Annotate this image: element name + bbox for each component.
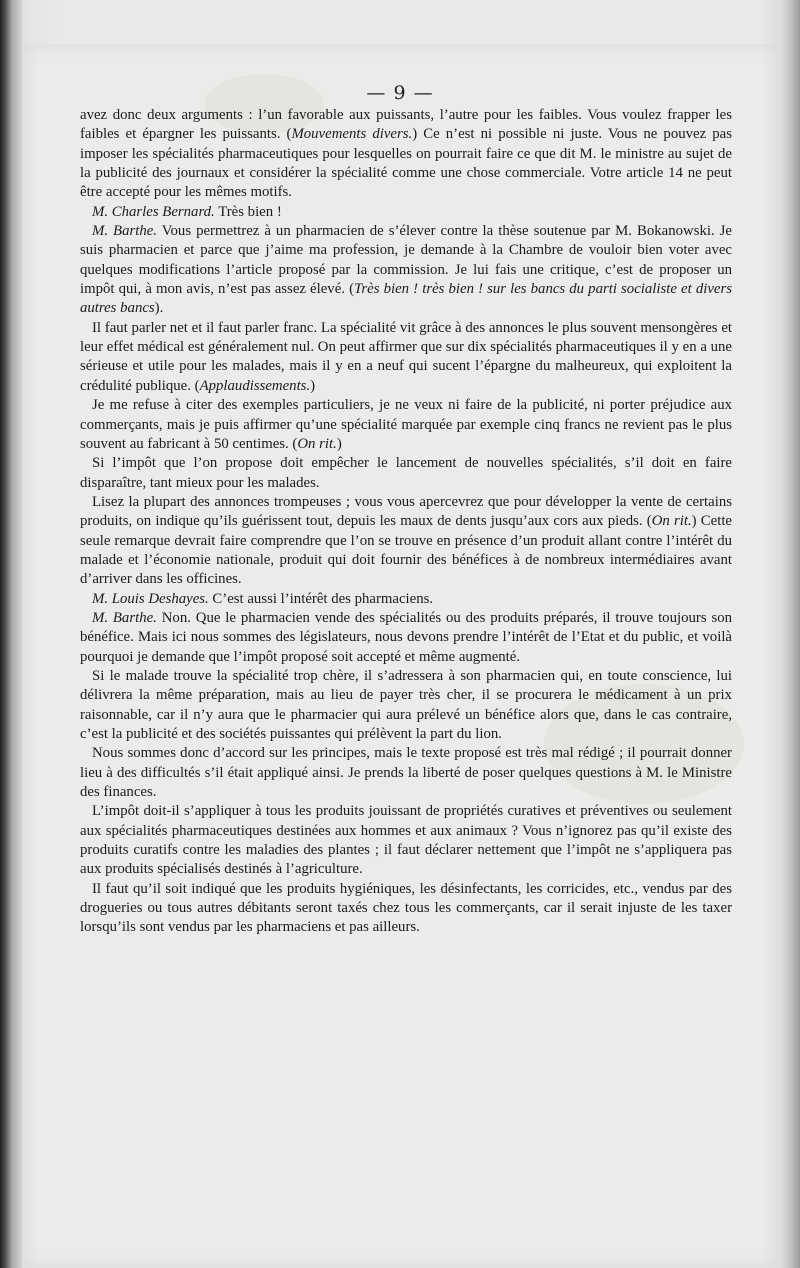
- page-number: — 9 —: [366, 82, 434, 104]
- text-segment: avez donc deux arguments : l’un favorable aux puissants, l’autre pour les faibles. Vous voulez frapper les faibles et épargner les puissants. (: [80, 107, 732, 143]
- text-segment: Il faut parler net et il faut parler franc. La spécialité vit grâce à des annonces le plus souvent mensongères et leur effet médical est généralement nul. On peut affirmer que sur dix spécialités pharmaceutiques il y en a une sérieuse et utile pour les malades, mais il y en a neuf qui sucent l’épargne du malheureux, qui exploitent la crédulité publique. (: [80, 319, 732, 394]
- text-segment: Nous sommes donc d’accord sur les principes, mais le texte proposé est très mal rédigé ; il pourrait donner lieu à des difficultés s’il était appliqué ainsi. Je prends la liberté de poser quelques questions à M. le Ministre des finances.: [80, 745, 732, 801]
- text-segment: ) Cette seule remarque devrait faire comprendre que l’on se trouve en présence d’un produit allant contre l’intérêt du malade et l’économie nationale, produit qui doit fournir des bénéfices à de nombreux intermédiaires avant d’arriver dans les officines.: [80, 513, 732, 588]
- text-segment: Je me refuse à citer des exemples particuliers, je ne veux ni faire de la publicité, ni porter préjudice aux commerçants, mais je puis affirmer qu’une spécialité marquée par exemple cinq francs ne revient pas le plus souvent au fabricant à 50 centimes. (: [80, 397, 732, 452]
- text-segment: Vous permettrez à un pharmacien de s’élever contre la thèse soutenue par M. Bokanowski. Je suis pharmacien et parce que j’aime ma profession, je demande à la Chambre de vouloir bien voter avec quelques modifications l’article proposé par la commission. Je lui fais une critique, c’est de proposer un impôt qui, à mon avis, n’est pas assez élevé. (: [80, 223, 733, 298]
- text-segment: ).: [154, 300, 164, 317]
- italic-text-segment: Applaudissements.: [199, 377, 311, 394]
- paragraph-p6: [80, 454, 732, 493]
- paragraph-p13: [80, 880, 732, 938]
- paragraph-p3: [80, 222, 732, 319]
- text-segment: Si l’impôt que l’on propose doit empêcher le lancement de nouvelles spécialités, s’il doit en faire disparaître, tant mieux pour les malades.: [80, 455, 732, 491]
- paragraph-p5: [80, 396, 732, 454]
- text-segment: C’est aussi l’intérêt des pharmaciens.: [208, 590, 434, 607]
- paragraph-p8: [80, 590, 732, 609]
- italic-text-segment: M. Louis Deshayes.: [92, 590, 209, 607]
- paragraph-p9: [80, 609, 732, 667]
- paragraph-p2: [80, 203, 732, 222]
- text-segment: Très bien !: [214, 203, 282, 220]
- italic-text-segment: Mouvements divers.: [291, 126, 413, 143]
- book-binding-edge: [0, 0, 22, 1268]
- paragraph-p12: [80, 802, 732, 879]
- text-segment: ) Ce n’est ni possible ni juste. Vous ne pouvez pas imposer les spécialités pharmaceutiques pour lesquelles on pourrait faire ce que dit M. le ministre au sujet de la publicité des journaux et considérer la spécialité comme une chose commerciale. Votre article 14 ne peut être accepté pour les mêmes motifs.: [80, 126, 732, 201]
- paragraph-p4: [80, 319, 732, 396]
- paragraph-p7: [80, 493, 732, 590]
- italic-text-segment: M. Barthe.: [92, 609, 157, 626]
- paragraph-p11: [80, 744, 732, 802]
- italic-text-segment: On rit.: [297, 435, 337, 452]
- text-segment: Il faut qu’il soit indiqué que les produits hygiéniques, les désinfectants, les corricides, etc., vendus par des drogueries ou tous autres débitants seront taxés chez tous les commerçants, car il serait injuste de les taxer lorsqu’ils sont vendus par les pharmaciens et pas ailleurs.: [80, 880, 732, 936]
- text-segment: Si le malade trouve la spécialité trop chère, il s’adressera à son pharmacien qui, en toute conscience, lui délivrera la même préparation, mais au lieu de payer très cher, il se procurera le médicament à un prix raisonnable, car il n’y aura que le pharmacier qui aura prélevé un bénéfice alors que, dans le cas contraire, c’est la publicité et des sociétés puissantes qui prélèvent la part du lion.: [80, 667, 732, 742]
- text-segment: L’impôt doit-il s’appliquer à tous les produits jouissant de propriétés curatives et préventives ou seulement aux spécialités pharmaceutiques destinées aux hommes et aux animaux ? Vous n’ignorez pas qu’il existe des produits curatifs contre les maladies des plantes ; il faut déclarer nettement que l’impôt ne s’appliquera pas aux produits spécialisés destinés à l’agriculture.: [80, 803, 732, 878]
- text-segment: Lisez la plupart des annonces trompeuses ; vous vous apercevrez que pour développer la vente de certains produits, on indique qu’ils guérissent tout, depuis les maux de dents jusqu’aux cors aux pieds. (: [80, 493, 732, 530]
- text-segment: Non. Que le pharmacien vende des spécialités ou des produits préparés, il trouve toujours son bénéfice. Mais ici nous sommes des législateurs, nous devons prendre l’intérêt de l’Etat et du public, et voilà pourquoi je demande que l’impôt proposé soit accepté et même augmenté.: [80, 609, 732, 665]
- paragraph-p10: [80, 667, 732, 744]
- italic-text-segment: Très bien ! très bien ! sur les bancs du parti socialiste et divers autres bancs: [80, 281, 732, 317]
- document-body-text: [80, 106, 732, 938]
- italic-text-segment: On rit.: [651, 513, 692, 530]
- italic-text-segment: M. Charles Bernard.: [92, 203, 215, 220]
- italic-text-segment: M. Barthe.: [92, 223, 158, 240]
- text-segment: ): [310, 377, 316, 394]
- paragraph-p1: [80, 106, 732, 203]
- text-segment: ): [336, 435, 342, 452]
